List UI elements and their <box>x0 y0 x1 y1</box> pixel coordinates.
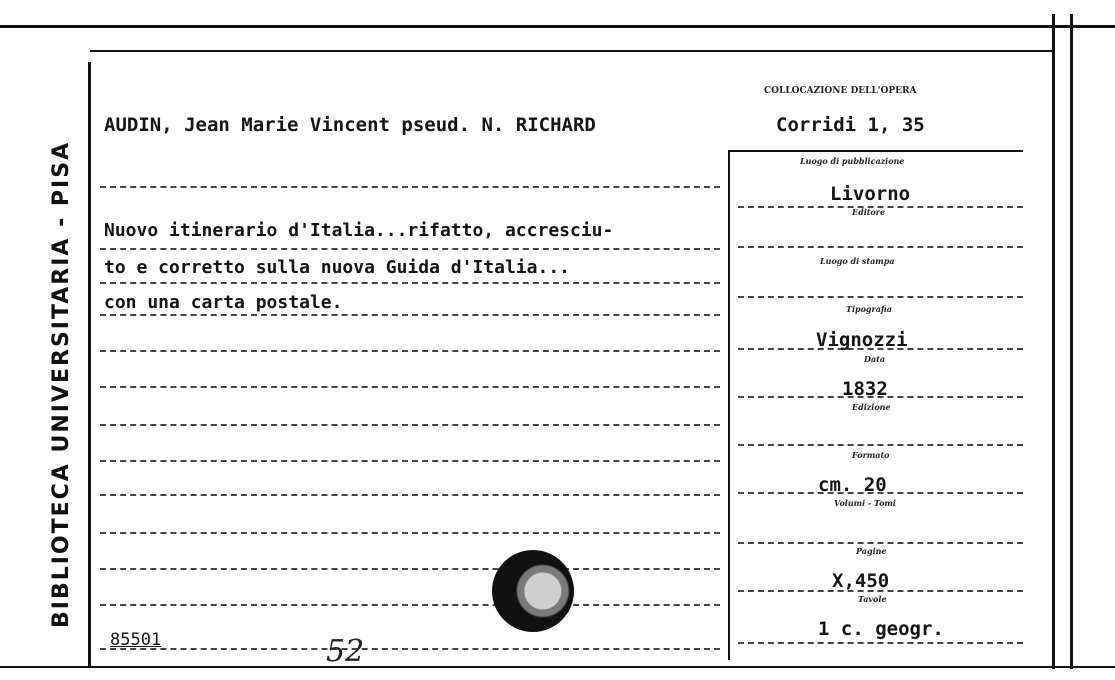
card-right-border <box>1052 14 1055 669</box>
rule-line <box>100 460 720 462</box>
bottom-border-line <box>0 666 1115 668</box>
format-value: cm. 20 <box>818 474 887 496</box>
title-line-2: to e corretto sulla nuova Guida d'Italia... <box>104 257 570 278</box>
title-line-1: Nuovo itinerario d'Italia...rifatto, accresciu- <box>104 220 614 241</box>
place-of-publication-value: Livorno <box>830 183 911 205</box>
library-stamp <box>492 550 574 632</box>
pages-label: Pagine <box>856 546 887 556</box>
card-left-border <box>88 62 91 667</box>
rule-line <box>100 424 720 426</box>
format-label: Formato <box>852 450 890 460</box>
rule-line <box>100 648 720 650</box>
library-side-label: BIBLIOTECA UNIVERSITARIA - PISA <box>48 140 74 628</box>
printer-label: Tipografia <box>846 304 892 314</box>
field-rule <box>738 542 1023 544</box>
field-rule <box>738 642 1023 644</box>
date-label: Data <box>864 354 885 364</box>
rule-line <box>100 568 720 570</box>
print-place-label: Luogo di stampa <box>820 256 895 266</box>
top-border-line <box>0 25 1115 28</box>
field-rule <box>738 246 1023 248</box>
handwritten-note: 52 <box>326 634 365 669</box>
collocation-label: COLLOCAZIONE DELL'OPERA <box>764 86 917 96</box>
field-rule <box>738 444 1023 446</box>
rule-line <box>100 248 720 250</box>
rule-line <box>100 282 720 284</box>
pages-value: X,450 <box>832 570 890 592</box>
volumes-label: Volumi - Tomi <box>834 498 896 508</box>
collocation-value: Corridi 1, 35 <box>776 114 925 136</box>
rule-line <box>100 494 720 496</box>
inventory-number: 85501 <box>110 630 162 650</box>
date-value: 1832 <box>842 378 888 400</box>
publisher-label: Editore <box>852 207 886 217</box>
rule-line <box>100 386 720 388</box>
field-column-divider <box>728 150 730 660</box>
plates-label: Tavole <box>858 594 887 604</box>
plates-value: 1 c. geogr. <box>818 618 944 640</box>
field-rule <box>738 296 1023 298</box>
place-of-publication-label: Luogo di pubblicazione <box>800 156 905 166</box>
rule-line <box>100 186 720 188</box>
rule-line <box>100 350 720 352</box>
edition-label: Edizione <box>852 402 891 412</box>
rule-line <box>100 604 720 606</box>
card-top-line <box>90 50 1055 52</box>
author-heading: AUDIN, Jean Marie Vincent pseud. N. RICHARD <box>104 114 596 136</box>
rule-line <box>100 314 720 316</box>
field-column-top-line <box>728 150 1023 152</box>
outer-right-border <box>1070 14 1073 669</box>
rule-line <box>100 532 720 534</box>
title-line-3: con una carta postale. <box>104 292 343 313</box>
printer-value: Vignozzi <box>816 329 908 351</box>
